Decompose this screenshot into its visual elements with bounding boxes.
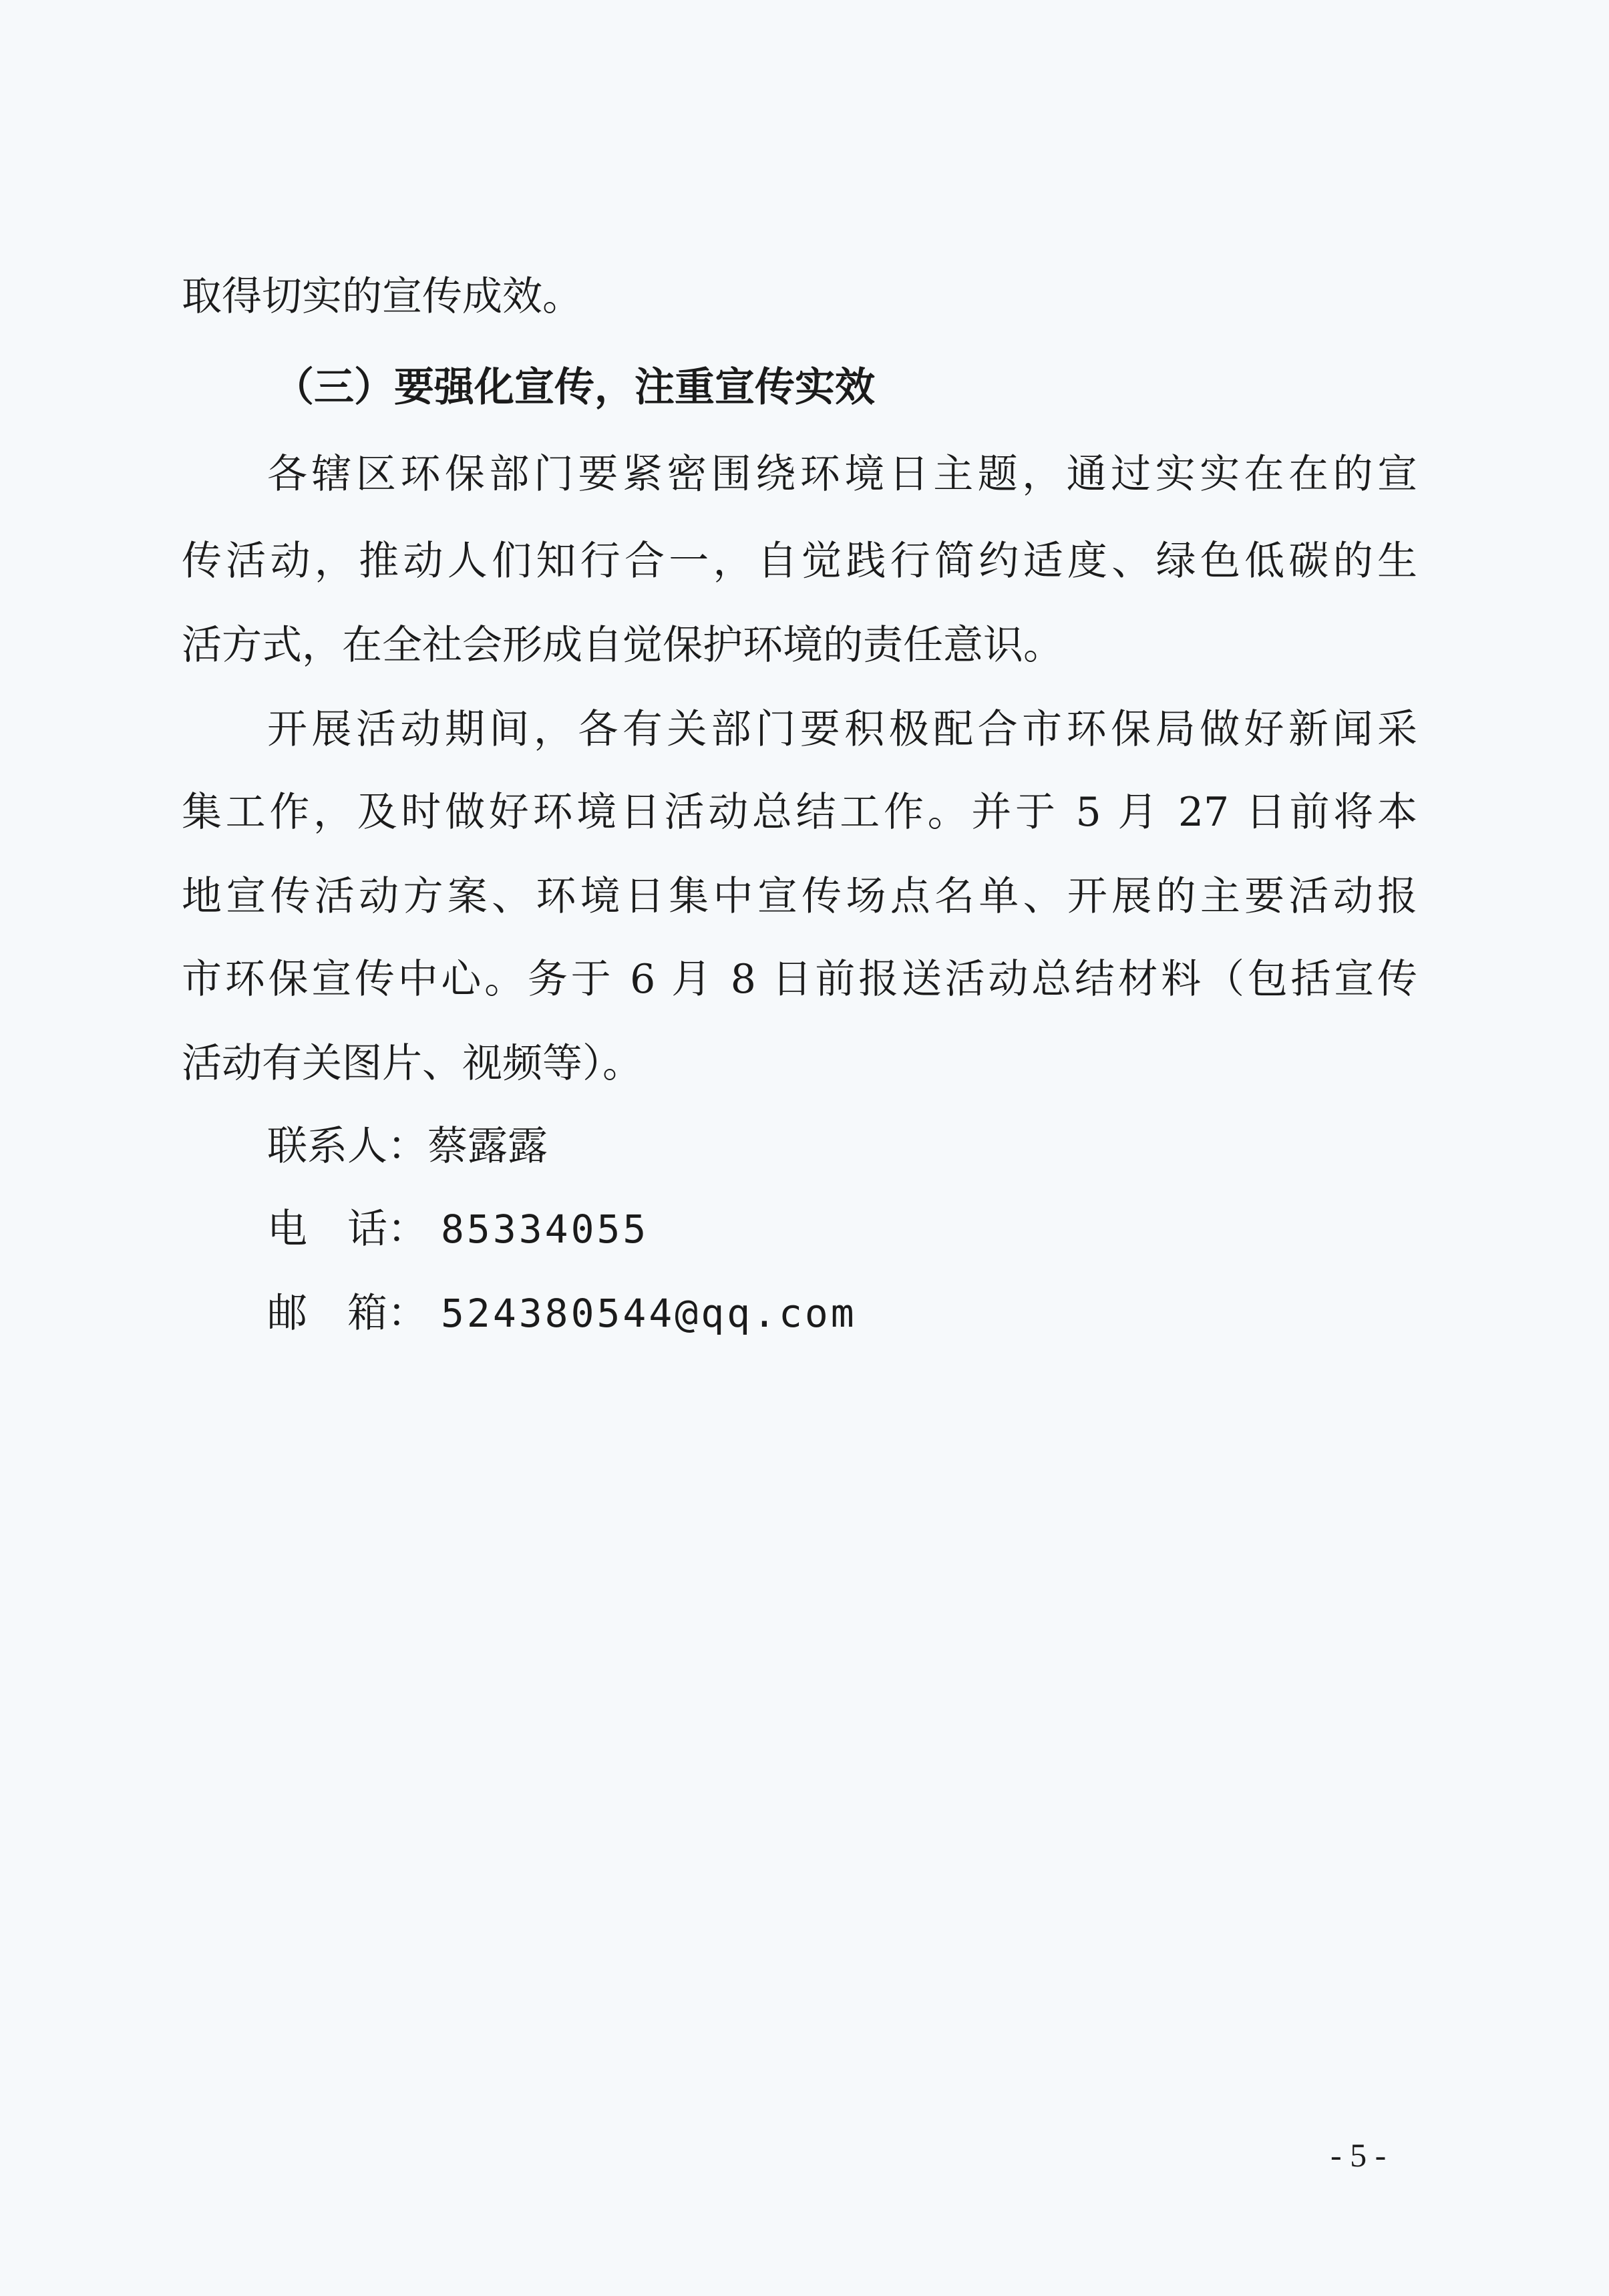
contact-person-label: 联系人： [267, 1123, 427, 1170]
phone-value: 85334055 [441, 1206, 649, 1252]
section-heading: （三）要强化宣传，注重宣传实效 [274, 364, 875, 411]
phone-row [267, 1202, 649, 1256]
contact-person-value: 蔡露露 [427, 1123, 548, 1170]
paragraph-line: 地宣传活动方案、环境日集中宣传场点名单、开展的主要活动报 [182, 873, 1417, 920]
paragraph-line: 取得切实的宣传成效。 [182, 273, 582, 320]
paragraph-line: 开展活动期间，各有关部门要积极配合市环保局做好新闻采 [267, 706, 1417, 753]
page-number: - 5 - [1330, 2136, 1387, 2174]
paragraph-line: 市环保宣传中心。务于 6 月 8 日前报送活动总结材料（包括宣传 [182, 956, 1417, 1003]
paragraph-line: 集工作，及时做好环境日活动总结工作。并于 5 月 27 日前将本 [182, 789, 1417, 836]
paragraph-line: 各辖区环保部门要紧密围绕环境日主题，通过实实在在的宣 [267, 451, 1417, 498]
email-label: 邮 箱： [267, 1290, 427, 1337]
email-row [267, 1287, 857, 1340]
contact-person-row [267, 1120, 548, 1173]
paragraph-line: 传活动，推动人们知行合一，自觉践行简约适度、绿色低碳的生 [182, 538, 1417, 585]
paragraph-line: 活方式，在全社会形成自觉保护环境的责任意识。 [182, 622, 1063, 669]
phone-label: 电 话： [267, 1206, 427, 1253]
paragraph-line: 活动有关图片、视频等）。 [182, 1040, 643, 1087]
email-value: 524380544@qq.com [441, 1291, 857, 1336]
